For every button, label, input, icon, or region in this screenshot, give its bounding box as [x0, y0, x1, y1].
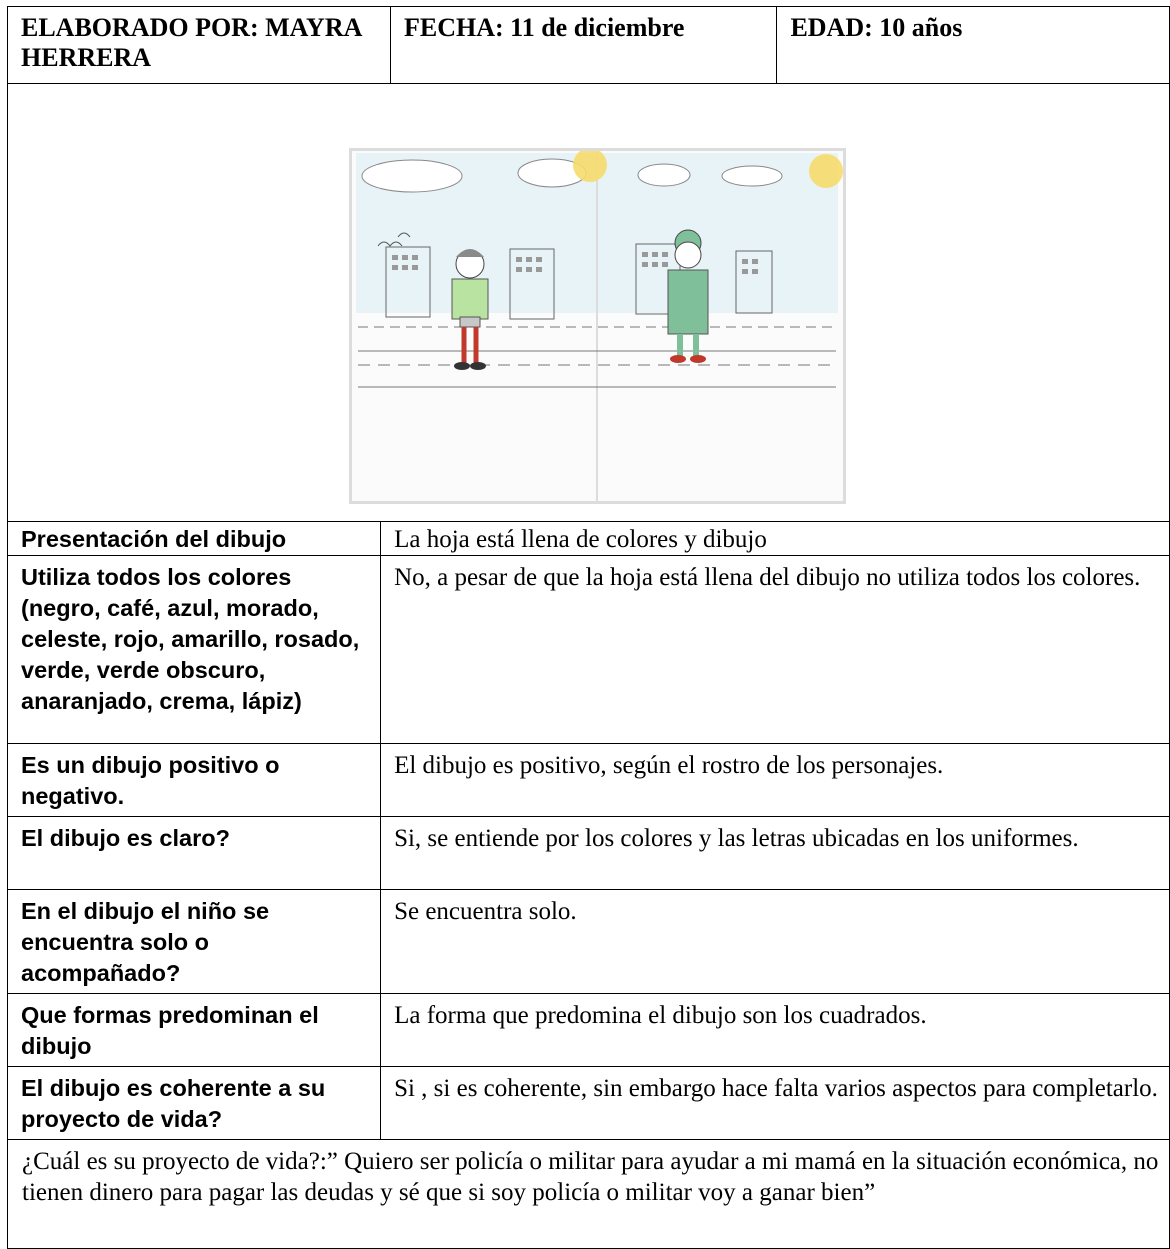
- table-row: [8, 522, 1170, 556]
- table-row: [8, 1067, 1170, 1140]
- table-row: [8, 994, 1170, 1067]
- answer-cell: No, a pesar de que la hoja está llena del dibujo no utiliza todos los colores.: [381, 556, 1170, 744]
- answer-cell: Si , si es coherente, sin embargo hace falta varios aspectos para completarlo.: [381, 1067, 1170, 1140]
- question-cell: Presentación del dibujo: [8, 522, 381, 556]
- answer-cell: Se encuentra solo.: [381, 890, 1170, 994]
- question-cell: Que formas predominan el dibujo: [8, 994, 381, 1067]
- answer-cell: Si, se entiende por los colores y las letras ubicadas en los uniformes.: [381, 817, 1170, 890]
- question-cell: El dibujo es coherente a su proyecto de vida?: [8, 1067, 381, 1140]
- analysis-table: [7, 521, 1170, 1249]
- header-table: [7, 6, 1170, 84]
- table-row: [8, 744, 1170, 817]
- drawing-section: [7, 83, 1170, 521]
- child-drawing-police-military-icon: [352, 151, 843, 501]
- table-row: [8, 556, 1170, 744]
- date-cell: FECHA: 11 de diciembre: [391, 7, 777, 84]
- answer-cell: La forma que predomina el dibujo son los cuadrados.: [381, 994, 1170, 1067]
- question-cell: Es un dibujo positivo o negativo.: [8, 744, 381, 817]
- child-drawing-image: [349, 148, 846, 504]
- question-cell: En el dibujo el niño se encuentra solo o acompañado?: [8, 890, 381, 994]
- table-row: [8, 1140, 1170, 1249]
- table-row: [8, 817, 1170, 890]
- answer-cell: El dibujo es positivo, según el rostro de los personajes.: [381, 744, 1170, 817]
- table-row: [8, 890, 1170, 994]
- author-cell: ELABORADO POR: MAYRA HERRERA: [8, 7, 391, 84]
- answer-cell: La hoja está llena de colores y dibujo: [381, 522, 1170, 556]
- age-cell: EDAD: 10 años: [777, 7, 1170, 84]
- life-project-cell: ¿Cuál es su proyecto de vida?:” Quiero ser policía o militar para ayudar a mi mamá en la situación económica, no tienen dinero para pagar las deudas y sé que si soy policía o militar voy a ganar bien”: [8, 1140, 1170, 1249]
- question-cell: El dibujo es claro?: [8, 817, 381, 890]
- question-cell: Utiliza todos los colores (negro, café, azul, morado, celeste, rojo, amarillo, rosado, verde, verde obscuro, anaranjado, crema, lápiz): [8, 556, 381, 744]
